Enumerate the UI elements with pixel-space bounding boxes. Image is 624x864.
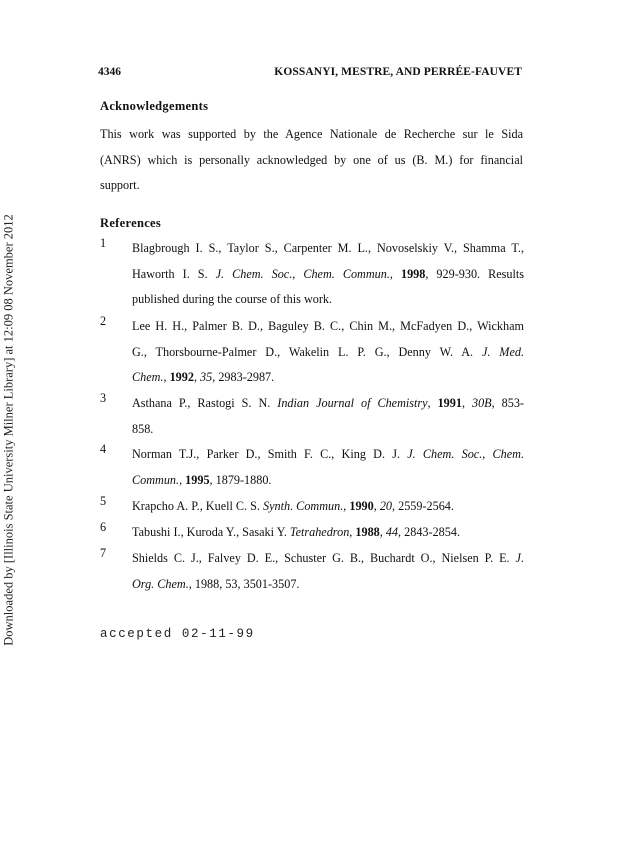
reference-number: 6 [100,520,107,534]
acknowledgements-heading: Acknowledgements [100,99,209,113]
reference-item [100,391,524,442]
reference-item [100,442,524,493]
reference-text [132,546,524,597]
reference-text [132,236,524,313]
accepted-date: accepted 02-11-99 [100,627,255,641]
reference-item [100,494,524,520]
reference-line: Tabushi I., Kuroda Y., Sasaki Y. Tetrahedron, 1988, 44, 2843-2854. [132,525,460,539]
references-heading: References [100,216,162,230]
reference-line: Chem., 1992, 35, 2983-2987. [132,370,275,384]
page-number: 4346 [98,66,121,78]
reference-number: 4 [100,442,107,456]
reference-number: 5 [100,494,107,508]
ack-line: This work was supported by the Agence Nationale de Recherche sur le Sida [100,127,523,141]
reference-number: 7 [100,546,107,560]
acknowledgements-body [100,122,523,199]
reference-line: Lee H. H., Palmer B. D., Baguley B. C., Chin M., McFadyen D., Wickham [132,319,524,333]
reference-item [100,520,524,546]
running-header [98,66,522,82]
reference-line: G., Thorsbourne-Palmer D., Wakelin L. P. G., Denny W. A. J. Med. [132,344,524,359]
reference-number: 3 [100,391,107,405]
reference-line: Krapcho A. P., Kuell C. S. Synth. Commun., 1990, 20, 2559-2564. [132,499,454,513]
reference-line: Blagbrough I. S., Taylor S., Carpenter M. L., Novoselskiy V., Shamma T., [132,241,524,255]
download-watermark [0,0,18,864]
reference-item [100,546,524,597]
reference-text [132,391,524,442]
reference-line: published during the course of this work. [132,292,333,306]
reference-line: Shields C. J., Falvey D. E., Schuster G. B., Buchardt O., Nielsen P. E. J. [132,551,524,565]
reference-number: 2 [100,314,107,328]
reference-number: 1 [100,236,107,250]
ack-line: support. [100,178,140,192]
download-note: Downloaded by [Illinois State University Milner Library] at 12:09 08 November 2012 [1,214,16,646]
reference-line: Norman T.J., Parker D., Smith F. C., King D. J. J. Chem. Soc., Chem. [132,447,524,461]
reference-item [100,236,524,313]
reference-text [132,494,524,520]
reference-text [132,520,524,546]
reference-line: Asthana P., Rastogi S. N. Indian Journal of Chemistry, 1991, 30B, 853- [132,396,524,410]
reference-line: 858. [132,421,154,436]
reference-text [132,314,524,391]
ack-line: (ANRS) which is personally acknowledged by one of us (B. M.) for financial [100,152,523,167]
reference-item [100,314,524,391]
reference-line: Haworth I. S. J. Chem. Soc., Chem. Commun., 1998, 929-930. Results [132,266,525,281]
reference-line: Org. Chem., 1988, 53, 3501-3507. [132,576,300,591]
running-authors: KOSSANYI, MESTRE, AND PERRÉE-FAUVET [274,66,522,78]
reference-line: Commun., 1995, 1879-1880. [132,472,272,487]
reference-text [132,442,524,493]
